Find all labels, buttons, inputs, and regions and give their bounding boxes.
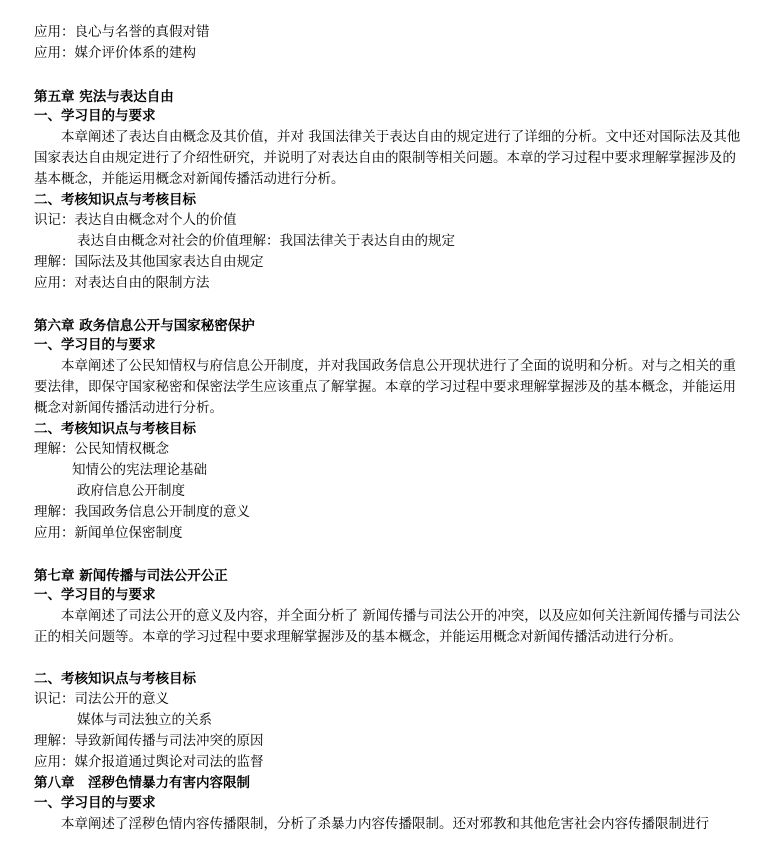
chapter-title: 第五章 宪法与表达自由 (34, 89, 174, 105)
list-item: 理解：导致新闻传播与司法冲突的原因 (34, 733, 264, 749)
text-line: 应用：良心与名誉的真假对错 (34, 24, 210, 40)
list-item: 应用：对表达自由的限制方法 (34, 275, 210, 291)
section-heading: 二、考核知识点与考核目标 (34, 192, 196, 208)
list-item: 应用：新闻单位保密制度 (34, 525, 183, 541)
list-item: 知情公的宪法理论基础 (72, 462, 207, 478)
paragraph: 本章阐述了表达自由概念及其价值，并对 我国法律关于表达自由的规定进行了详细的分析。文中还对国际法及其他国家表达自由规定进行了介绍性研究，并说明了对表达自由的限制等相关问题。本章的学习过程中要求理解掌握涉及的基本概念，并能运用概念对新闻传播活动进行分析。 (34, 129, 741, 187)
section-heading: 二、考核知识点与考核目标 (34, 421, 196, 437)
text-line: 应用：媒介评价体系的建构 (34, 45, 196, 61)
chapter-title: 第六章 政务信息公开与国家秘密保护 (34, 318, 255, 334)
list-item: 表达自由概念对社会的价值理解：我国法律关于表达自由的规定 (77, 233, 455, 249)
chapter-title: 第七章 新闻传播与司法公开公正 (34, 568, 228, 584)
section-heading: 一、学习目的与要求 (34, 108, 156, 124)
list-item: 识记：司法公开的意义 (34, 691, 169, 707)
list-item: 理解：我国政务信息公开制度的意义 (34, 504, 250, 520)
list-item: 媒体与司法独立的关系 (77, 712, 212, 728)
chapter-title: 第八章 淫秽色情暴力有害内容限制 (34, 775, 250, 791)
list-item: 理解：国际法及其他国家表达自由规定 (34, 254, 264, 270)
paragraph: 本章阐述了公民知情权与府信息公开制度，并对我国政务信息公开现状进行了全面的说明和分析。对与之相关的重要法律，即保守国家秘密和保密法学生应该重点了解掌握。本章的学习过程中要求理解掌握涉及的基本概念，并能运用概念对新闻传播活动进行分析。 (34, 358, 736, 416)
section-heading: 一、学习目的与要求 (34, 337, 156, 353)
paragraph: 本章阐述了司法公开的意义及内容，并全面分析了 新闻传播与司法公开的冲突，以及应如何关注新闻传播与司法公正的相关问题等。本章的学习过程中要求理解掌握涉及的基本概念，并能运用概念对新闻传播活动进行分析。 (34, 608, 741, 645)
list-item: 应用：媒介报道通过舆论对司法的监督 (34, 754, 264, 770)
section-heading: 一、学习目的与要求 (34, 795, 156, 811)
section-heading: 一、学习目的与要求 (34, 587, 156, 603)
section-heading: 二、考核知识点与考核目标 (34, 671, 196, 687)
paragraph: 本章阐述了淫秽色情内容传播限制，分析了杀暴力内容传播限制。还对邪教和其他危害社会内容传播限制进行 (61, 816, 709, 832)
list-item: 理解：公民知情权概念 (34, 441, 169, 457)
list-item: 识记：表达自由概念对个人的价值 (34, 212, 237, 228)
list-item: 政府信息公开制度 (77, 483, 185, 499)
